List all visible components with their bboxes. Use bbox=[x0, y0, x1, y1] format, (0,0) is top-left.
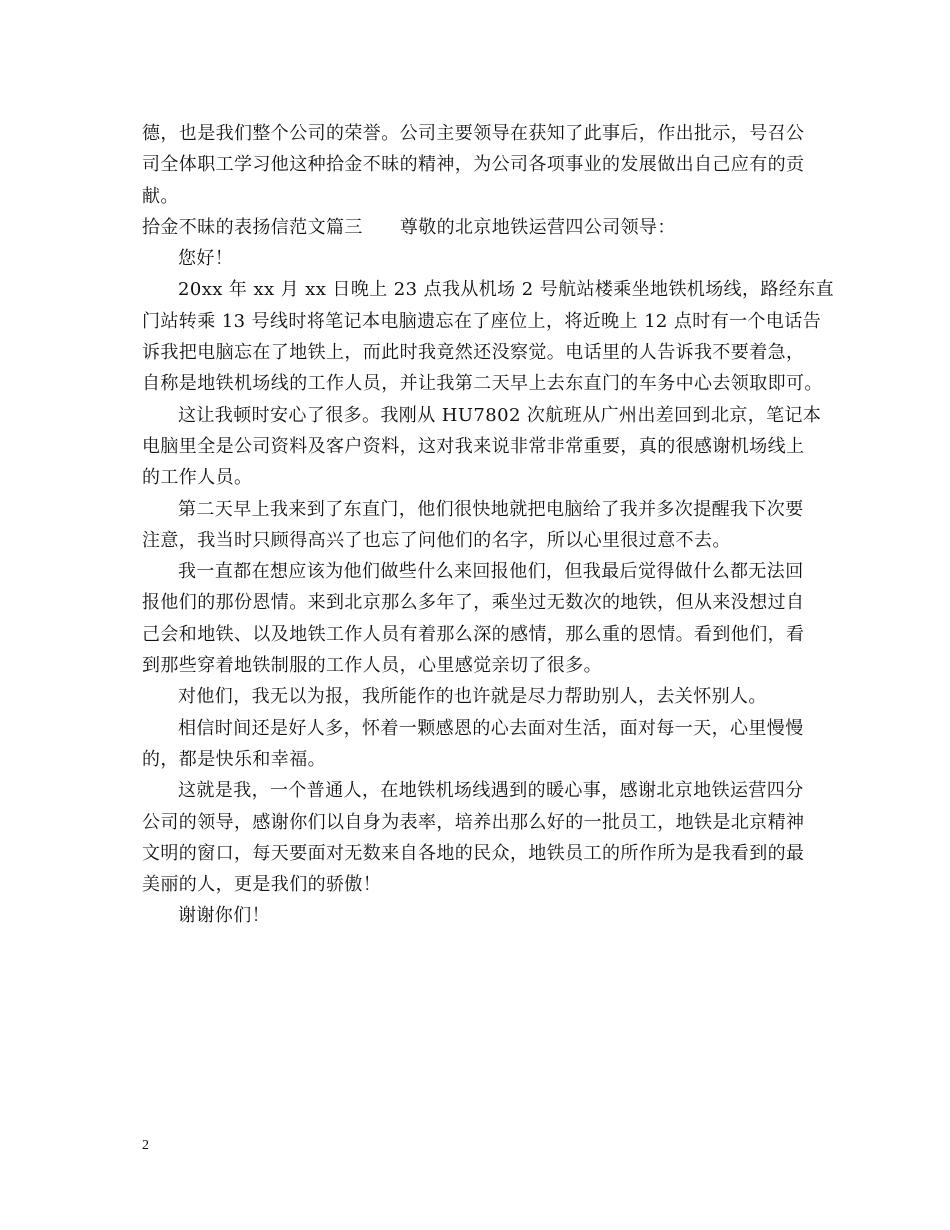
greeting: 您好！ bbox=[178, 248, 234, 270]
letter-body bbox=[142, 118, 835, 932]
text-line: 到那些穿着地铁制服的工作人员，心里感觉亲切了很多。 bbox=[142, 655, 602, 677]
text-line: 美丽的人，更是我们的骄傲！ bbox=[142, 874, 382, 896]
text-line: 电脑里全是公司资料及客户资料，这对我来说非常非常重要，真的很感谢机场线上 bbox=[142, 435, 805, 457]
text-line: 门站转乘 13 号线时将笔记本电脑遗忘在了座位上，将近晚上 12 点时有一个电话告 bbox=[142, 310, 822, 332]
text-line: 诉我把电脑忘在了地铁上，而此时我竟然还没察觉。电话里的人告诉我不要着急， bbox=[142, 342, 805, 364]
text-line: 德，也是我们整个公司的荣誉。公司主要领导在获知了此事后，作出批示，号召公 bbox=[142, 123, 805, 144]
text-line: 文明的窗口，每天要面对无数来自各地的民众，地铁员工的所作所为是我看到的最 bbox=[142, 842, 805, 864]
text-line: 司全体职工学习他这种拾金不昧的精神，为公司各项事业的发展做出自己应有的贡 bbox=[142, 154, 805, 176]
text-line: 自称是地铁机场线的工作人员，并让我第二天早上去东直门的车务中心去领取即可。 bbox=[142, 373, 823, 395]
text-line: 献。 bbox=[142, 185, 179, 207]
text-line: 相信时间还是好人多，怀着一颗感恩的心去面对生活，面对每一天，心里慢慢 bbox=[178, 717, 804, 739]
heading-line bbox=[142, 212, 817, 243]
text-line: 这就是我，一个普通人，在地铁机场线遇到的暖心事，感谢北京地铁运营四分 bbox=[178, 780, 804, 802]
closing-line: 谢谢你们！ bbox=[178, 905, 270, 927]
text-line: 公司的领导，感谢你们以自身为表率，培养出那么好的一批员工，地铁是北京精神 bbox=[142, 811, 805, 833]
text-line: 的工作人员。 bbox=[142, 467, 253, 489]
text-line: 20xx 年 xx 月 xx 日晚上 23 点我从机场 2 号航站楼乘坐地铁机场线，路经东直 bbox=[178, 279, 835, 301]
text-line: 己会和地铁、以及地铁工作人员有着那么深的感情，那么重的恩情。看到他们，看 bbox=[142, 623, 805, 645]
text-line: 对他们，我无以为报，我所能作的也许就是尽力帮助别人，去关怀别人。 bbox=[178, 686, 767, 708]
text-line: 第二天早上我来到了东直门，他们很快地就把电脑给了我并多次提醒我下次要 bbox=[178, 498, 804, 520]
letter-salutation: 尊敬的北京地铁运营四公司领导： bbox=[399, 216, 676, 238]
text-line: 这让我顿时安心了很多。我刚从 HU7802 次航班从广州出差回到北京，笔记本 bbox=[178, 404, 822, 426]
text-line: 报他们的那份恩情。来到北京那么多年了，乘坐过无数次的地铁，但从来没想过自 bbox=[142, 592, 805, 614]
text-line: 我一直都在想应该为他们做些什么来回报他们，但我最后觉得做什么都无法回 bbox=[178, 561, 804, 583]
text-line: 注意，我当时只顾得高兴了也忘了问他们的名字，所以心里很过意不去。 bbox=[142, 529, 731, 551]
section-heading: 拾金不昧的表扬信范文篇三 bbox=[142, 216, 363, 238]
page-number: 2 bbox=[142, 1138, 149, 1153]
text-line: 的，都是快乐和幸福。 bbox=[142, 748, 326, 770]
